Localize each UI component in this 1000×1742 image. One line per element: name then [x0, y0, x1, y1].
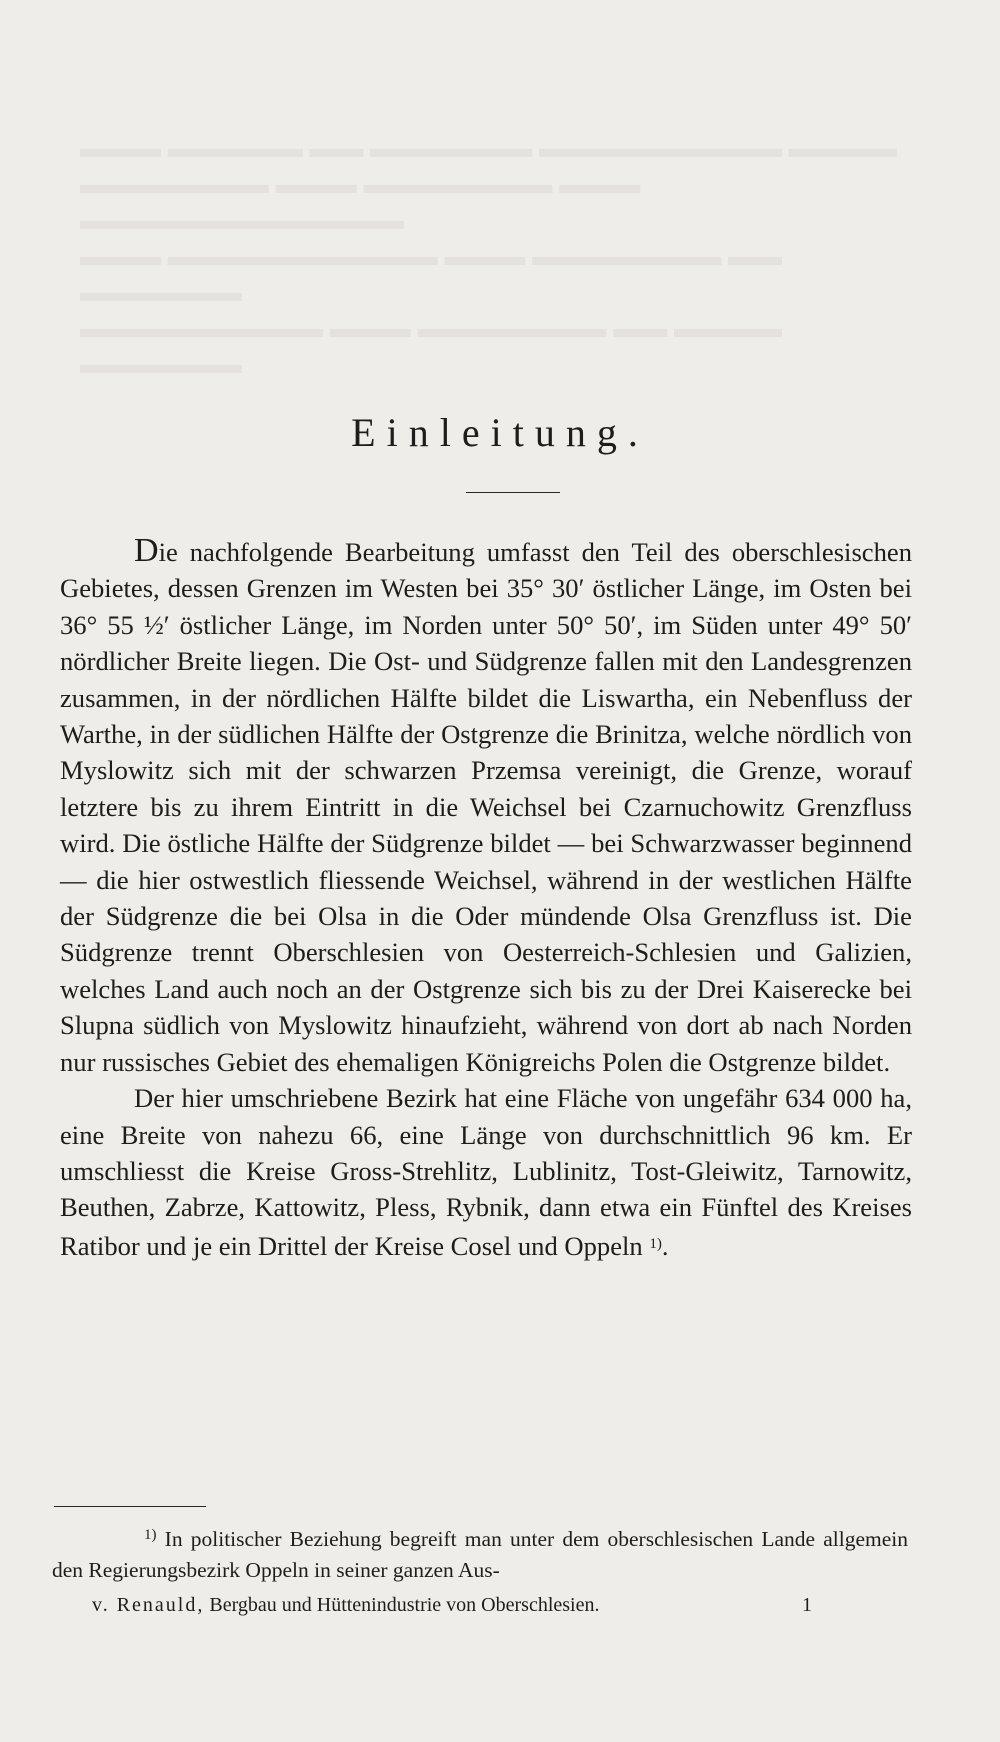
footnote [52, 1520, 908, 1586]
page-number: 1 [802, 1594, 812, 1616]
footer-citation [92, 1590, 599, 1620]
footer-book-title: Bergbau und Hüttenindustrie von Oberschlesien. [209, 1594, 600, 1616]
footnote-divider [54, 1506, 206, 1507]
paragraph-2: Der hier umschriebene Bezirk hat eine Fläche von ungefähr 634 000 ha, eine Breite von nahezu 66, eine Länge von durchschnittlich 96 km. Er umschliesst die Kreise Gross-Strehlitz, Lublinitz, Tost-Gleiwitz, Tarnowitz, Beuthen, Zabrze, Kattowitz, Pless, Rybnik, dann etwa ein Fünftel des Kreises Ratibor und je ein Drittel der Kreise Cosel und Oppeln $^{1)}$. [60, 1083, 912, 1261]
page-footer [92, 1590, 812, 1620]
footer-author: v. Renauld, [92, 1594, 205, 1616]
title-divider [466, 492, 560, 493]
paragraph-2-text: Der hier umschriebene Bezirk hat eine Fläche von ungefähr 634 000 ha, eine Breite von nahezu 66, eine Länge von durchschnittlich 96 km. Er umschliesst die Kreise Gross-Strehlitz, Lublinitz, Tost-Gleiwitz, Tarnowitz, Beuthen, Zabrze, Kattowitz, Pless, Rybnik, dann etwa ein Fünftel des Kreises Ratibor und je ein Drittel der Kreise Cosel und Oppeln [60, 1083, 912, 1261]
bleed-through-text: ▬▬▬ ▬▬▬▬▬ ▬▬ ▬▬▬▬▬▬ ▬▬▬▬▬▬▬▬▬ ▬▬▬▬ ▬▬▬▬▬▬▬ ▬▬▬ ▬▬▬▬▬▬▬ ▬▬▬ ▬▬▬▬▬▬▬▬▬▬▬▬ ▬▬▬ ▬▬▬▬▬▬▬▬▬▬ ▬▬▬ ▬▬▬▬▬▬▬ ▬▬ ▬▬▬▬▬▬ ▬▬▬▬▬▬▬▬▬ ▬▬▬ ▬▬▬▬▬▬▬ ▬▬ ▬▬▬▬ ▬▬▬▬▬▬ [80, 133, 897, 379]
footnote-reference: 1) [649, 1235, 662, 1252]
chapter-title: Einleitung. [351, 410, 649, 455]
body-text [60, 533, 912, 1264]
paragraph-1: Die nachfolgende Bearbeitung umfasst den Teil des oberschlesischen Gebietes, dessen Grenzen im Westen bei 35° 30′ östlicher Länge, im Osten bei 36° 55 ½′ östlicher Länge, im Norden unter 50° 50′, im Süden unter 49° 50′ nördlicher Breite liegen. Die Ost- und Südgrenze fallen mit den Landesgrenzen zusammen, in der nördlichen Hälfte bildet die Liswartha, ein Nebenfluss der Warthe, in der südlichen Hälfte der Ostgrenze die Brinitza, welche nördlich von Myslowitz sich mit der schwarzen Przemsa vereinigt, die Grenze, worauf letztere bis zu ihrem Eintritt in die Weichsel bei Czarnuchowitz Grenzfluss wird. Die östliche Hälfte der Südgrenze bildet — bei Schwarzwasser beginnend — die hier ostwestlich fliessende Weichsel, während in der westlichen Hälfte der Südgrenze die bei Olsa in die Oder mündende Olsa Grenzfluss ist. Die Südgrenze trennt Oberschlesien von Oesterreich-Schlesien und Galizien, welches Land auch noch an der Ostgrenze sich bis zu der Drei Kaiserecke bei Slupna südlich von Myslowitz hinaufzieht, während von dort ab nach Norden nur russisches Gebiet des ehemaligen Königreichs Polen die Ostgrenze bildet. [60, 532, 912, 1077]
footnote-text: In politischer Beziehung begreift man unter dem oberschlesischen Lande allgemein den Regierungsbezirk Oppeln in seiner ganzen Aus- [52, 1527, 909, 1582]
footnote-marker: 1) [144, 1527, 157, 1543]
